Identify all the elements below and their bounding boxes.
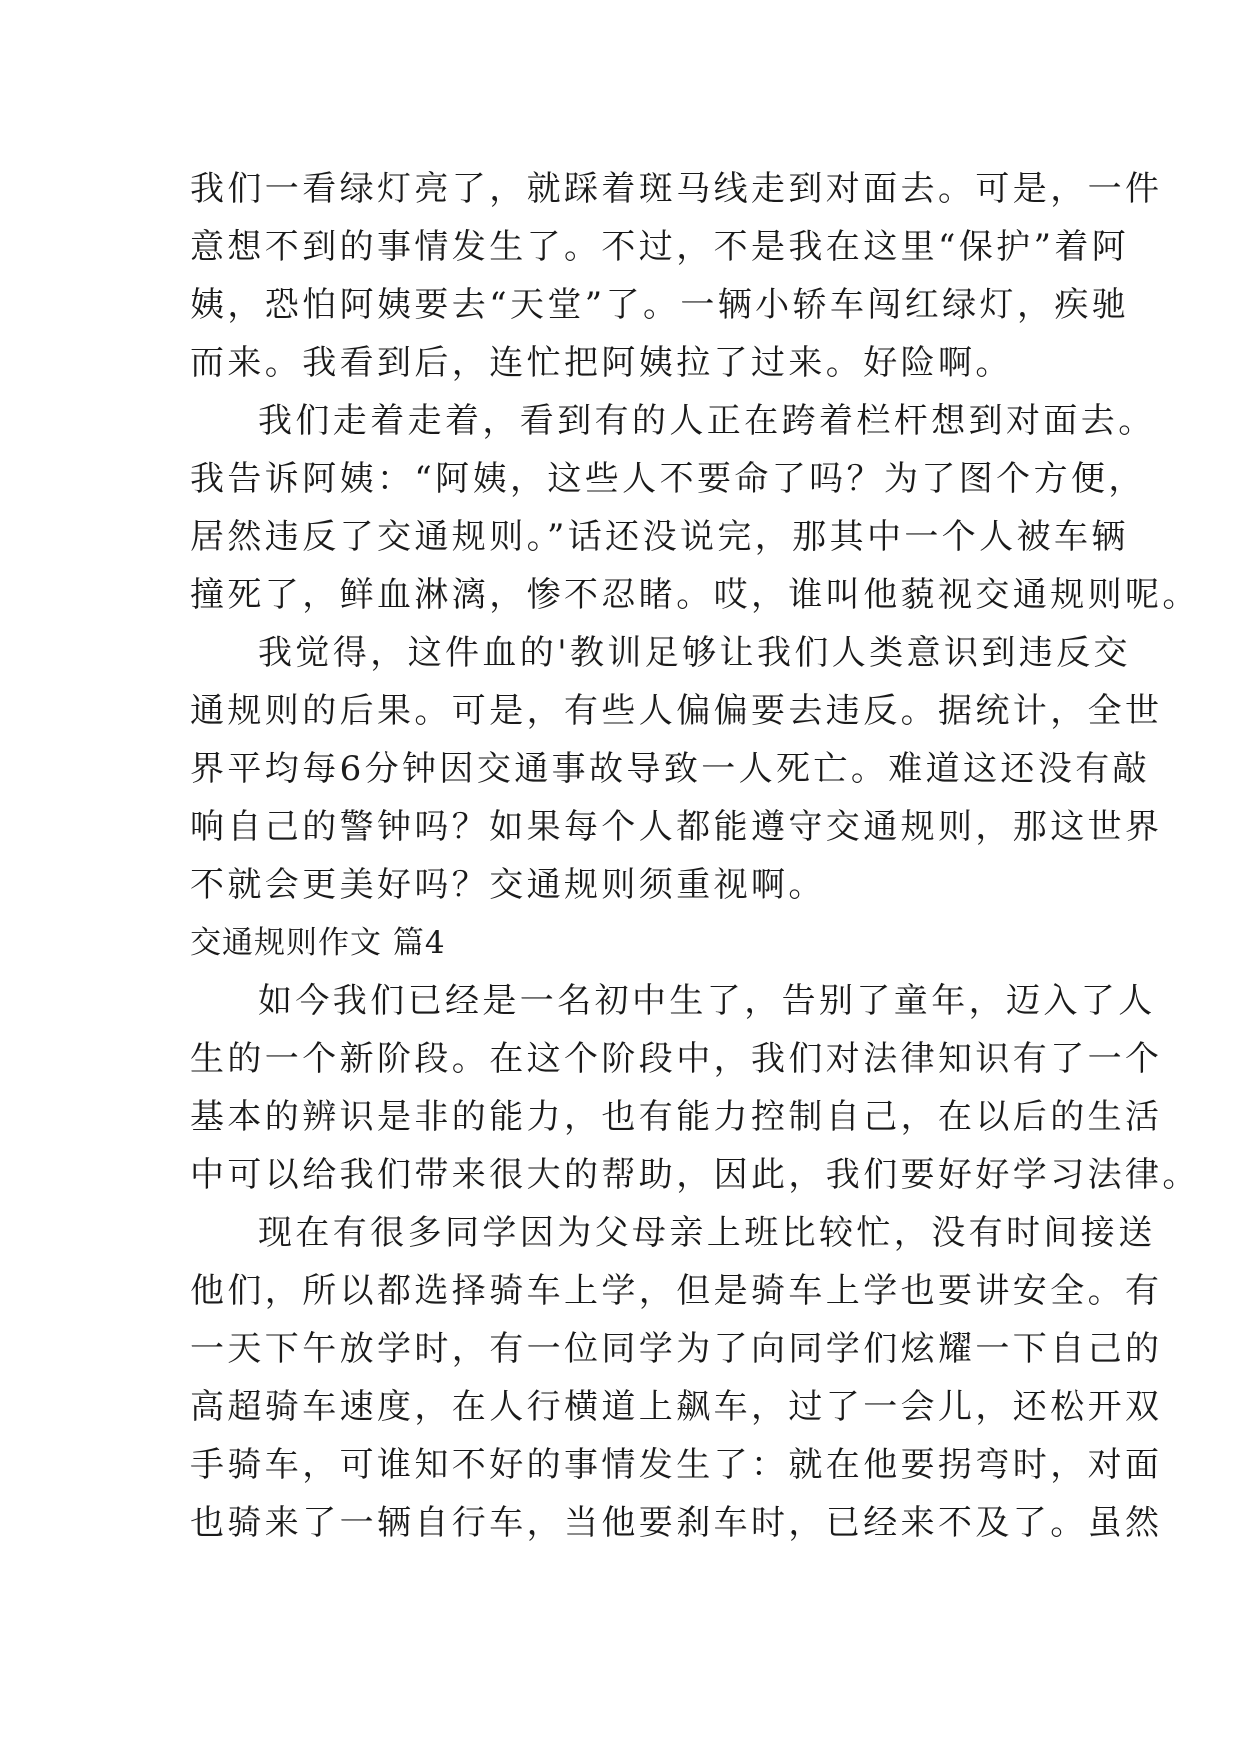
text-line: 我告诉阿姨：“阿姨，这些人不要命了吗？为了图个方便，	[190, 459, 1146, 499]
text-line: 撞死了，鲜血淋漓，惨不忍睹。哎，谁叫他藐视交通规则呢。	[190, 575, 1200, 615]
text-line: 高超骑车速度，在人行横道上飙车，过了一会儿，还松开双	[190, 1387, 1163, 1427]
text-line: 一天下午放学时，有一位同学为了向同学们炫耀一下自己的	[190, 1329, 1163, 1369]
text-line: 我们走着走着，看到有的人正在跨着栏杆想到对面去。	[258, 401, 1156, 441]
text-line: 中可以给我们带来很大的帮助，因此，我们要好好学习法律。	[190, 1155, 1200, 1195]
paragraph-3	[190, 624, 1163, 914]
text-line: 响自己的警钟吗？如果每个人都能遵守交通规则，那这世界	[190, 807, 1163, 847]
text-line: 手骑车，可谁知不好的事情发生了：就在他要拐弯时，对面	[190, 1445, 1163, 1485]
text-line: 居然违反了交通规则。”话还没说完，那其中一个人被车辆	[190, 517, 1129, 557]
text-line: 现在有很多同学因为父母亲上班比较忙，没有时间接送	[258, 1213, 1156, 1253]
text-line: 不就会更美好吗？交通规则须重视啊。	[190, 865, 826, 905]
text-line: 通规则的后果。可是，有些人偏偏要去违反。据统计，全世	[190, 691, 1163, 731]
document-page	[190, 160, 1200, 1552]
text-line: 如今我们已经是一名初中生了，告别了童年，迈入了人	[258, 981, 1156, 1021]
text-line: 而来。我看到后，连忙把阿姨拉了过来。好险啊。	[190, 343, 1013, 383]
text-line: 也骑来了一辆自行车，当他要刹车时，已经来不及了。虽然	[190, 1503, 1163, 1543]
text-line: 我觉得，这件血的'教训足够让我们人类意识到违反交	[258, 633, 1131, 673]
paragraph-2	[190, 392, 1200, 624]
text-line: 基本的辨识是非的能力，也有能力控制自己，在以后的生活	[190, 1097, 1163, 1137]
paragraph-1	[190, 160, 1163, 392]
paragraph-4	[190, 972, 1200, 1204]
text-line: 我们一看绿灯亮了，就踩着斑马线走到对面去。可是，一件	[190, 169, 1163, 209]
paragraph-5	[190, 1204, 1163, 1552]
text-line: 意想不到的事情发生了。不过，不是我在这里“保护”着阿	[190, 227, 1130, 267]
text-line: 姨，恐怕阿姨要去“天堂”了。一辆小轿车闯红绿灯，疾驰	[190, 285, 1130, 325]
text-line: 生的一个新阶段。在这个阶段中，我们对法律知识有了一个	[190, 1039, 1163, 1079]
text-line: 他们，所以都选择骑车上学，但是骑车上学也要讲安全。有	[190, 1271, 1163, 1311]
text-line: 界平均每6分钟因交通事故导致一人死亡。难道这还没有敲	[190, 749, 1151, 789]
section-heading: 交通规则作文 篇4	[190, 925, 446, 961]
